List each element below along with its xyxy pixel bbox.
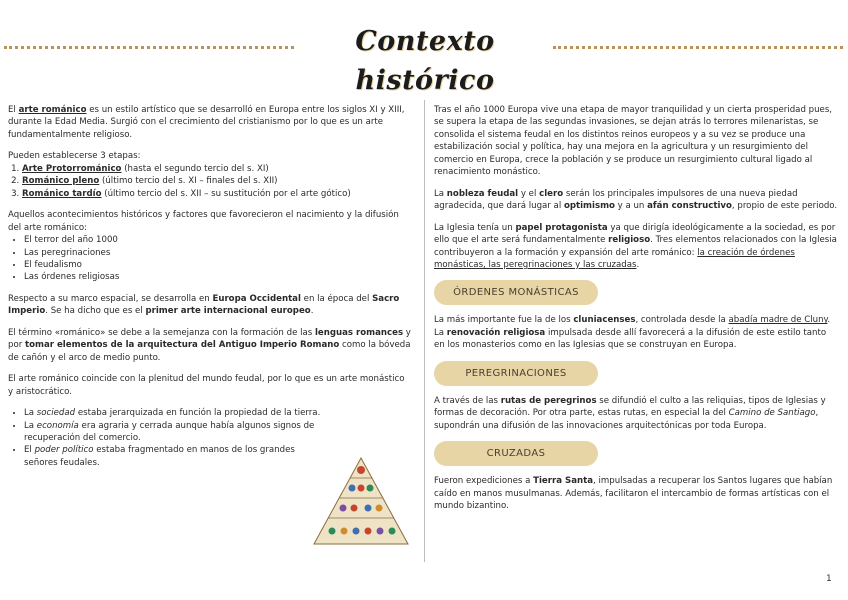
pilgrimages-paragraph: A través de las rutas de peregrinos se difundió el culto a las reliquias, tipos de Iglesias y formas de decoración. Por otra parte, estas rutas, en especial la del Camino de Santiago, supondrán una difusión de las innovaciones arquitectónicas por toda Europa.: [434, 395, 826, 431]
stage-item: 1. Arte Protorrománico (hasta el segundo tercio del s. XI): [22, 163, 412, 175]
crusades-paragraph: Fueron expediciones a Tierra Santa, impulsadas a recuperar los Santos lugares que habían caído en manos musulmanas. Además, facilitaron el intercambio de formas artísticas con el mundo bizantino.: [434, 476, 833, 512]
stages-intro: Pueden establecerse 3 etapas:: [8, 151, 141, 162]
society-list: [8, 407, 324, 469]
term-paragraph: El término «románico» se debe a la semejanza con la formación de las lenguas romances y por tomar elementos de la arquitectura del Antiguo Imperio Romano como la bóveda de cañón y el arco de medio punto.: [8, 327, 411, 363]
society-item: • La sociedad estaba jerarquizada en función la propiedad de la tierra.: [24, 407, 324, 419]
left-column: [8, 104, 412, 478]
factors-list: [8, 234, 412, 284]
right-column: [434, 104, 838, 522]
pilgrimages-heading: PEREGRINACIONES: [434, 361, 598, 386]
stage-item: 2. Románico pleno (último tercio del s. XI – finales del s. XII): [22, 175, 412, 187]
page-title: Contexto histórico: [355, 26, 495, 97]
monastic-orders-paragraph: La más importante fue la de los cluniacenses, controlada desde la abadía madre de Cluny. La renovación religiosa impulsada desde allí favorecerá a la difusión de este estilo tanto en los monasterios como en las Iglesias que se construyan en Europa.: [434, 315, 831, 351]
society-item: • El poder político estaba fragmentado en manos de los grandes señores feudales.: [24, 444, 324, 469]
page-number: 1: [826, 574, 832, 584]
factors-intro: Aquellos acontecimientos históricos y factores que favorecieron el nacimiento y la difusión del arte románico:: [8, 210, 399, 233]
factor-item: • El terror del año 1000: [24, 234, 412, 246]
crusades-heading: CRUZADAS: [434, 441, 598, 466]
factor-item: • Las órdenes religiosas: [24, 271, 412, 283]
title-row: [0, 22, 848, 97]
factor-item: • Las peregrinaciones: [24, 247, 412, 259]
column-divider: [424, 100, 425, 562]
title-dotted-rule-left: [4, 46, 294, 49]
nobility-paragraph: La nobleza feudal y el clero serán los principales impulsores de una nueva piedad agradecida, que dará lugar al optimismo y a un afán constructivo, propio de este periodo.: [434, 188, 838, 212]
intro-paragraph: El arte románico es un estilo artístico que se desarrolló en Europa entre los siglos XI y XIII, durante la Edad Media. Surgió con el crecimiento del cristianismo por lo que es un arte fundamentalmente religioso.: [8, 105, 405, 140]
feudal-paragraph: El arte románico coincide con la plenitud del mundo feudal, por lo que es un arte monástico y aristocrático.: [8, 374, 405, 397]
factor-item: • El feudalismo: [24, 259, 412, 271]
society-item: • La economía era agraria y cerrada aunque había algunos signos de recuperación del comercio.: [24, 420, 324, 445]
monastic-orders-heading: ÓRDENES MONÁSTICAS: [434, 280, 598, 305]
church-paragraph: La Iglesia tenía un papel protagonista ya que dirigía ideológicamente a la sociedad, es por ello que el arte será fundamentalmente religioso. Tres elementos relacionados con la Iglesia contribuyeron a la formación y expansión del arte románico: la creación de órdenes monásticas, las peregrinaciones y las cruzadas.: [434, 222, 837, 270]
title-dotted-rule-right: [553, 46, 843, 49]
stage-item: 3. Románico tardío (último tercio del s. XII – su sustitución por el arte gótico): [22, 188, 412, 200]
context-paragraph: Tras el año 1000 Europa vive una etapa de mayor tranquilidad y un cierta prosperidad pues, se supera la etapa de las segundas invasiones, se dejan atrás lo terrores milenaristas, se consolida el sistema feudal en los distintos reinos europeos y a su vez se produce una estabilización social y política, hay una mejora en la agricultura y un resurgimiento del comercio en Europa, crece la población y se produce un resurgimiento cultural ligado al renacimiento monástico.: [434, 105, 833, 178]
spatial-paragraph: Respecto a su marco espacial, se desarrolla en Europa Occidental en la época del Sacro Imperio. Se ha dicho que es el primer arte internacional europeo.: [8, 293, 400, 317]
stages-list: [8, 163, 412, 200]
feudal-pyramid-illustration: [312, 456, 410, 546]
